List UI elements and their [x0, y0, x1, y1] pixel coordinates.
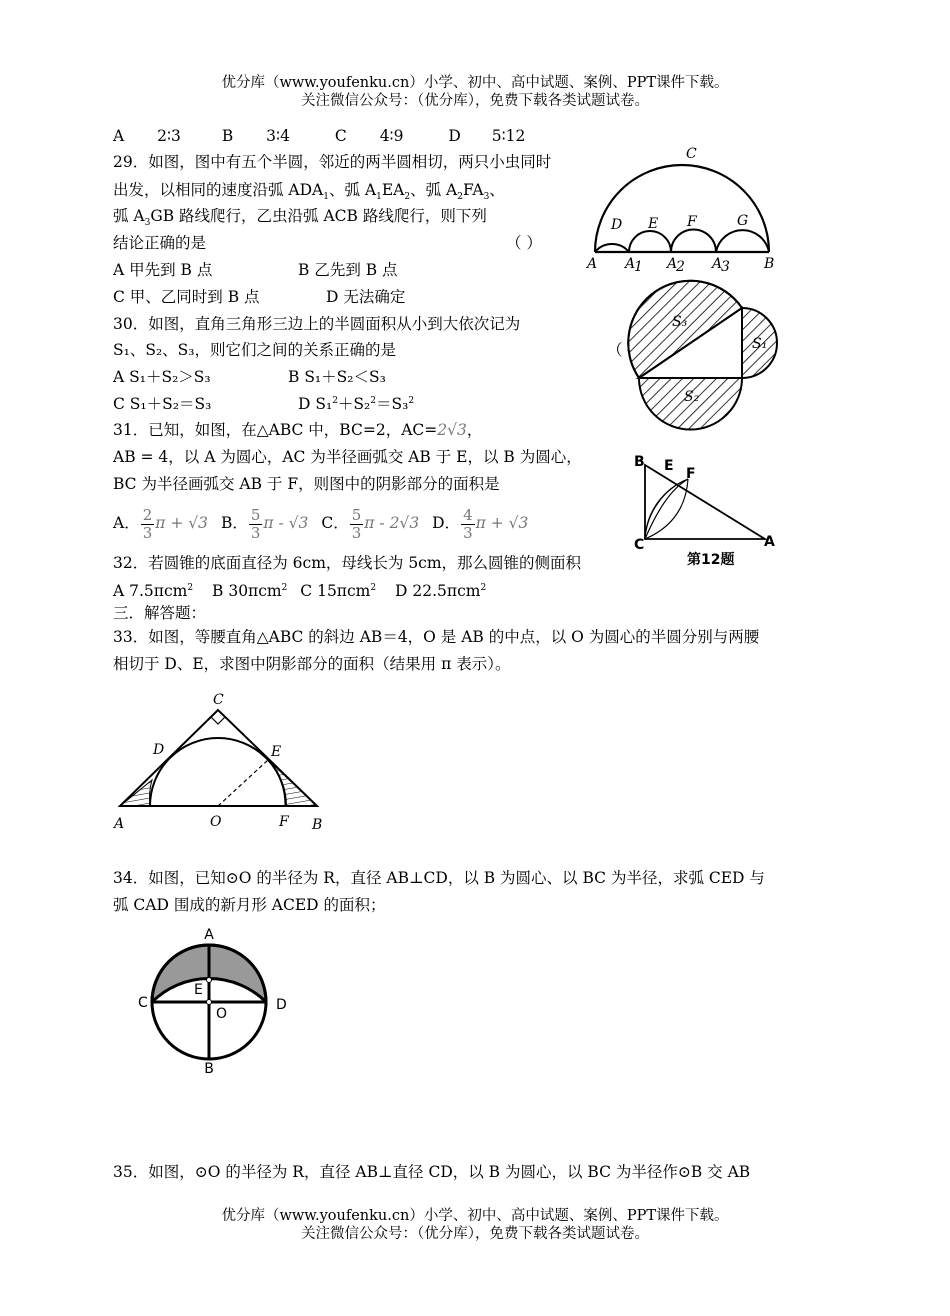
footer-line-2: 关注微信公众号：（优分库），免费下载各类试题试卷。	[301, 1226, 649, 1242]
q28-option-a-letter: A	[113, 127, 125, 145]
q31-label-e: E	[664, 458, 674, 474]
q33-label-o: O	[210, 814, 222, 830]
q29-option-a: A 甲先到 B 点	[113, 261, 213, 279]
q34-label-b: B	[204, 1061, 214, 1077]
q29-label-a3: A	[712, 256, 723, 272]
q31-options: A． $\frac{2}{3}$ π + √3 B． $\frac{5}{3}$ π - √3 C． $\frac{5}{3}$ π - 2√3 D． $\frac{4}{3}$ π + √3	[113, 505, 529, 542]
q33-label-e: E	[271, 744, 282, 760]
q34-line-2: 弧 CAD 围成的新月形 ACED 的面积；	[113, 896, 386, 914]
q29-label-a: A	[587, 256, 598, 272]
q28-option-b-text: 3∶4	[266, 127, 290, 145]
q31-line-1: 31．已知，如图，在△ABC 中，BC=2，AC=2√3，	[113, 421, 483, 439]
q34-line-1: 34．如图，已知⊙O 的半径为 R，直径 AB⊥CD，以 B 为圆心、以 BC 为半径，求弧 CED 与	[113, 869, 765, 887]
q28-option-a-text: 2∶3	[157, 127, 181, 145]
q29-label-a1-index: 1	[634, 259, 643, 275]
q31-label-b: B	[634, 454, 645, 470]
q29-label-g: G	[737, 213, 749, 229]
q29-line-3: 弧 $A_3GB$ 路线爬行，乙虫沿弧 ACB 路线爬行，则下列	[113, 207, 487, 229]
section-3-title: 三．解答题：	[113, 604, 207, 622]
q29-label-b: B	[764, 256, 775, 272]
q29-label-f: F	[687, 214, 697, 230]
q29-option-c: C 甲、乙同时到 B 点	[113, 288, 260, 306]
q33-label-d: D	[153, 742, 165, 758]
q30-label-s2: S₂	[684, 389, 700, 405]
q32-line-1: 32．若圆锥的底面直径为 6cm，母线长为 5cm，那么圆锥的侧面积	[113, 554, 582, 572]
q31-line-2: AB = 4，以 A 为圆心，AC 为半径画弧交 AB 于 E，以 B 为圆心，	[113, 448, 582, 466]
q30-answer-paren: （	[607, 341, 623, 359]
q29-label-e: E	[648, 216, 659, 232]
q29-line-1: 29．如图，图中有五个半圆，邻近的两半圆相切，两只小虫同时	[113, 153, 552, 171]
q30-semicircles-figure	[624, 278, 784, 430]
q30-option-d: D S₁$^2$＋S₂$^2$＝S₃$^2$	[298, 395, 415, 413]
q32-options: A 7.5πcm$^2$ B 30πcm$^2$ C 15πcm$^2$ D 22.5πcm$^2$	[113, 582, 487, 600]
q31-label-f: F	[686, 466, 696, 482]
footer-line-1: 优分库（www.youfenku.cn）小学、初中、高中试题、案例、PPT课件下载。	[221, 1208, 729, 1224]
q34-crescent-figure	[130, 922, 300, 1080]
q33-label-b: B	[312, 817, 323, 833]
header-line-1: 优分库（www.youfenku.cn）小学、初中、高中试题、案例、PPT课件下载。	[221, 75, 729, 91]
q34-label-a: A	[204, 927, 214, 943]
q29-semicircles-figure	[585, 145, 780, 275]
q29-option-d: D 无法确定	[326, 288, 406, 306]
q29-line-2: 出发，以相同的速度沿弧 $ADA_1$、弧 $A_1EA_2$、弧 $A_2FA_3$、	[113, 181, 505, 203]
q28-option-b-letter: B	[221, 127, 234, 145]
q35-line-1: 35．如图，⊙O 的半径为 R，直径 AB⊥直径 CD，以 B 为圆心，以 BC 为半径作⊙B 交 AB	[113, 1163, 751, 1181]
q28-option-d-letter: D	[448, 127, 461, 145]
q33-label-f: F	[279, 814, 289, 830]
q31-label-a: A	[764, 534, 775, 550]
q30-option-b: B S₁＋S₂＜S₃	[288, 368, 386, 386]
q30-option-c: C S₁＋S₂＝S₃	[113, 395, 212, 413]
q29-label-d: D	[611, 217, 623, 233]
q34-label-o: O	[216, 1006, 228, 1022]
q33-label-c: C	[213, 692, 224, 708]
header-line-2: 关注微信公众号：（优分库），免费下载各类试题试卷。	[301, 93, 649, 109]
q29-label-a2-index: 2	[676, 259, 685, 275]
q29-label-a3-index: 3	[721, 259, 730, 275]
q31-triangle-figure	[630, 452, 780, 572]
q29-answer-paren: （ ）	[506, 234, 542, 252]
q29-label-a2: A	[667, 256, 678, 272]
q30-line-1: 30．如图，直角三角形三边上的半圆面积从小到大依次记为	[113, 315, 521, 333]
q30-option-a: A S₁＋S₂＞S₃	[113, 368, 211, 386]
q31-label-c: C	[634, 537, 645, 553]
q31-caption: 第12题	[687, 552, 735, 568]
q29-line-4: 结论正确的是	[113, 234, 207, 252]
q30-label-s3: S₃	[672, 314, 688, 330]
q31-ac-value: 2√3	[437, 421, 467, 439]
q33-label-a: A	[114, 816, 125, 832]
q34-label-d: D	[276, 997, 287, 1013]
q33-line-1: 33．如图，等腰直角△ABC 的斜边 AB＝4，O 是 AB 的中点，以 O 为圆心的半圆分别与两腰	[113, 628, 760, 646]
q31-line-3: BC 为半径画弧交 AB 于 F，则图中的阴影部分的面积是	[113, 475, 500, 493]
q28-option-d-text: 5∶12	[491, 127, 526, 145]
q30-line-2: S₁、S₂、S₃，则它们之间的关系正确的是	[113, 341, 396, 359]
q29-option-b: B 乙先到 B 点	[298, 261, 398, 279]
q30-label-s1: S₁	[752, 336, 768, 352]
q29-label-a1: A	[625, 256, 636, 272]
q33-line-2: 相切于 D、E，求图中阴影部分的面积（结果用 π 表示）。	[113, 655, 511, 673]
q29-label-c: C	[686, 146, 697, 162]
q28-option-c-letter: C	[334, 127, 347, 145]
q34-label-c: C	[138, 995, 148, 1011]
q28-option-c-text: 4∶9	[379, 127, 404, 145]
q34-label-e: E	[194, 982, 203, 998]
q33-triangle-figure	[110, 688, 340, 833]
q28-options	[113, 126, 525, 146]
